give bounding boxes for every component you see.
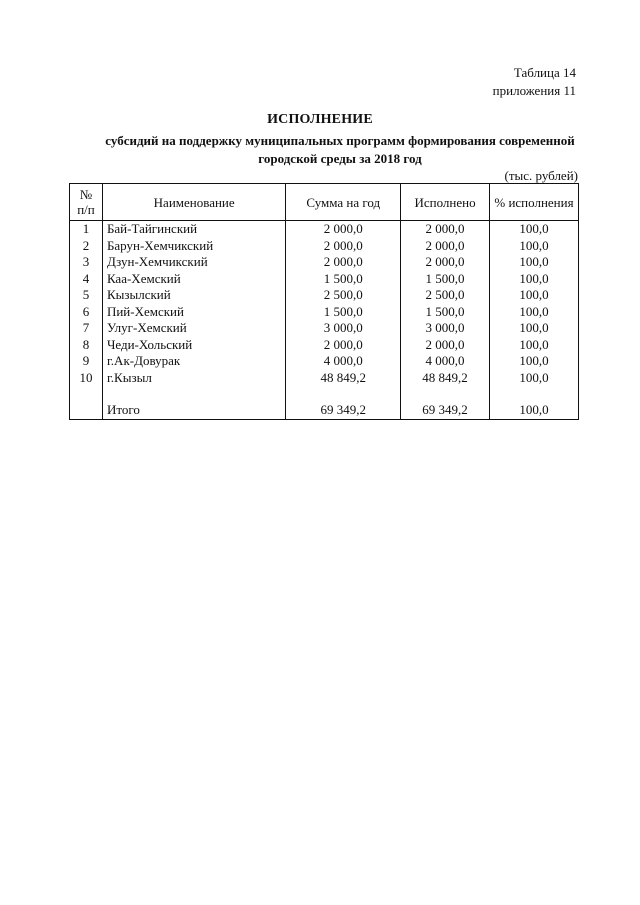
row-num: 9 [70, 353, 103, 370]
table-number: Таблица 14 [513, 65, 576, 80]
row-num: 7 [70, 320, 103, 337]
row-sum: 4 000,0 [286, 353, 401, 370]
row-sum: 2 000,0 [286, 238, 401, 255]
spacer-cell [286, 386, 401, 402]
table-row [70, 238, 579, 255]
table-spacer-row [70, 386, 579, 402]
subtitle-line-1: субсидий на поддержку муниципальных программ формирования современной [105, 133, 575, 148]
spacer-cell [401, 386, 490, 402]
row-name: Пий-Хемский [102, 304, 285, 321]
row-name: г.Ак-Довурак [102, 353, 285, 370]
table-header-row [70, 184, 579, 221]
row-pct: 100,0 [489, 320, 578, 337]
row-num: 6 [70, 304, 103, 321]
header-num [70, 184, 103, 221]
row-sum: 2 000,0 [286, 337, 401, 354]
row-pct: 100,0 [489, 370, 578, 387]
row-done: 3 000,0 [401, 320, 490, 337]
row-name: Дзун-Хемчикский [102, 254, 285, 271]
row-sum: 1 500,0 [286, 304, 401, 321]
row-num: 1 [70, 221, 103, 238]
row-sum: 2 000,0 [286, 221, 401, 238]
row-pct: 100,0 [489, 353, 578, 370]
total-sum: 69 349,2 [286, 402, 401, 419]
row-sum: 2 500,0 [286, 287, 401, 304]
document-title: ИСПОЛНЕНИЕ [267, 112, 373, 127]
row-num: 8 [70, 337, 103, 354]
row-name: Кызылский [102, 287, 285, 304]
units-note: (тыс. рублей) [504, 168, 578, 183]
document-subtitle [60, 132, 620, 168]
row-pct: 100,0 [489, 238, 578, 255]
row-num: 2 [70, 238, 103, 255]
table-row [70, 287, 579, 304]
row-num: 3 [70, 254, 103, 271]
header-sum: Сумма на год [286, 184, 401, 221]
row-done: 2 000,0 [401, 221, 490, 238]
row-name: Улуг-Хемский [102, 320, 285, 337]
table-row [70, 320, 579, 337]
subtitle-line-2: городской среды за 2018 год [258, 151, 422, 166]
row-num: 4 [70, 271, 103, 288]
row-pct: 100,0 [489, 287, 578, 304]
table-row [70, 337, 579, 354]
table-row [70, 304, 579, 321]
total-pct: 100,0 [489, 402, 578, 419]
row-done: 48 849,2 [401, 370, 490, 387]
header-num-abbr: п/п [77, 202, 95, 217]
subsidy-table [69, 183, 579, 420]
row-done: 1 500,0 [401, 304, 490, 321]
table-reference [493, 64, 576, 100]
row-sum: 3 000,0 [286, 320, 401, 337]
header-done: Исполнено [401, 184, 490, 221]
row-done: 4 000,0 [401, 353, 490, 370]
row-name: Каа-Хемский [102, 271, 285, 288]
row-done: 2 000,0 [401, 238, 490, 255]
row-pct: 100,0 [489, 337, 578, 354]
total-label: Итого [102, 402, 285, 419]
row-name: Барун-Хемчикский [102, 238, 285, 255]
row-num: 10 [70, 370, 103, 387]
row-done: 2 500,0 [401, 287, 490, 304]
table-total-row [70, 402, 579, 419]
row-pct: 100,0 [489, 304, 578, 321]
row-done: 2 000,0 [401, 337, 490, 354]
table-row [70, 370, 579, 387]
row-sum: 1 500,0 [286, 271, 401, 288]
header-pct: % исполнения [489, 184, 578, 221]
row-done: 2 000,0 [401, 254, 490, 271]
row-pct: 100,0 [489, 271, 578, 288]
appendix-number: приложения 11 [492, 83, 576, 98]
total-done: 69 349,2 [401, 402, 490, 419]
row-name: Чеди-Хольский [102, 337, 285, 354]
spacer-cell [70, 386, 103, 402]
row-pct: 100,0 [489, 221, 578, 238]
row-num: 5 [70, 287, 103, 304]
table-row [70, 353, 579, 370]
total-num [70, 402, 103, 419]
header-name: Наименование [102, 184, 285, 221]
row-sum: 48 849,2 [286, 370, 401, 387]
row-pct: 100,0 [489, 254, 578, 271]
row-sum: 2 000,0 [286, 254, 401, 271]
row-name: г.Кызыл [102, 370, 285, 387]
spacer-cell [102, 386, 285, 402]
header-num-symbol: № [79, 187, 93, 202]
row-done: 1 500,0 [401, 271, 490, 288]
spacer-cell [489, 386, 578, 402]
table-row [70, 221, 579, 238]
row-name: Бай-Тайгинский [102, 221, 285, 238]
table-row [70, 271, 579, 288]
table-row [70, 254, 579, 271]
